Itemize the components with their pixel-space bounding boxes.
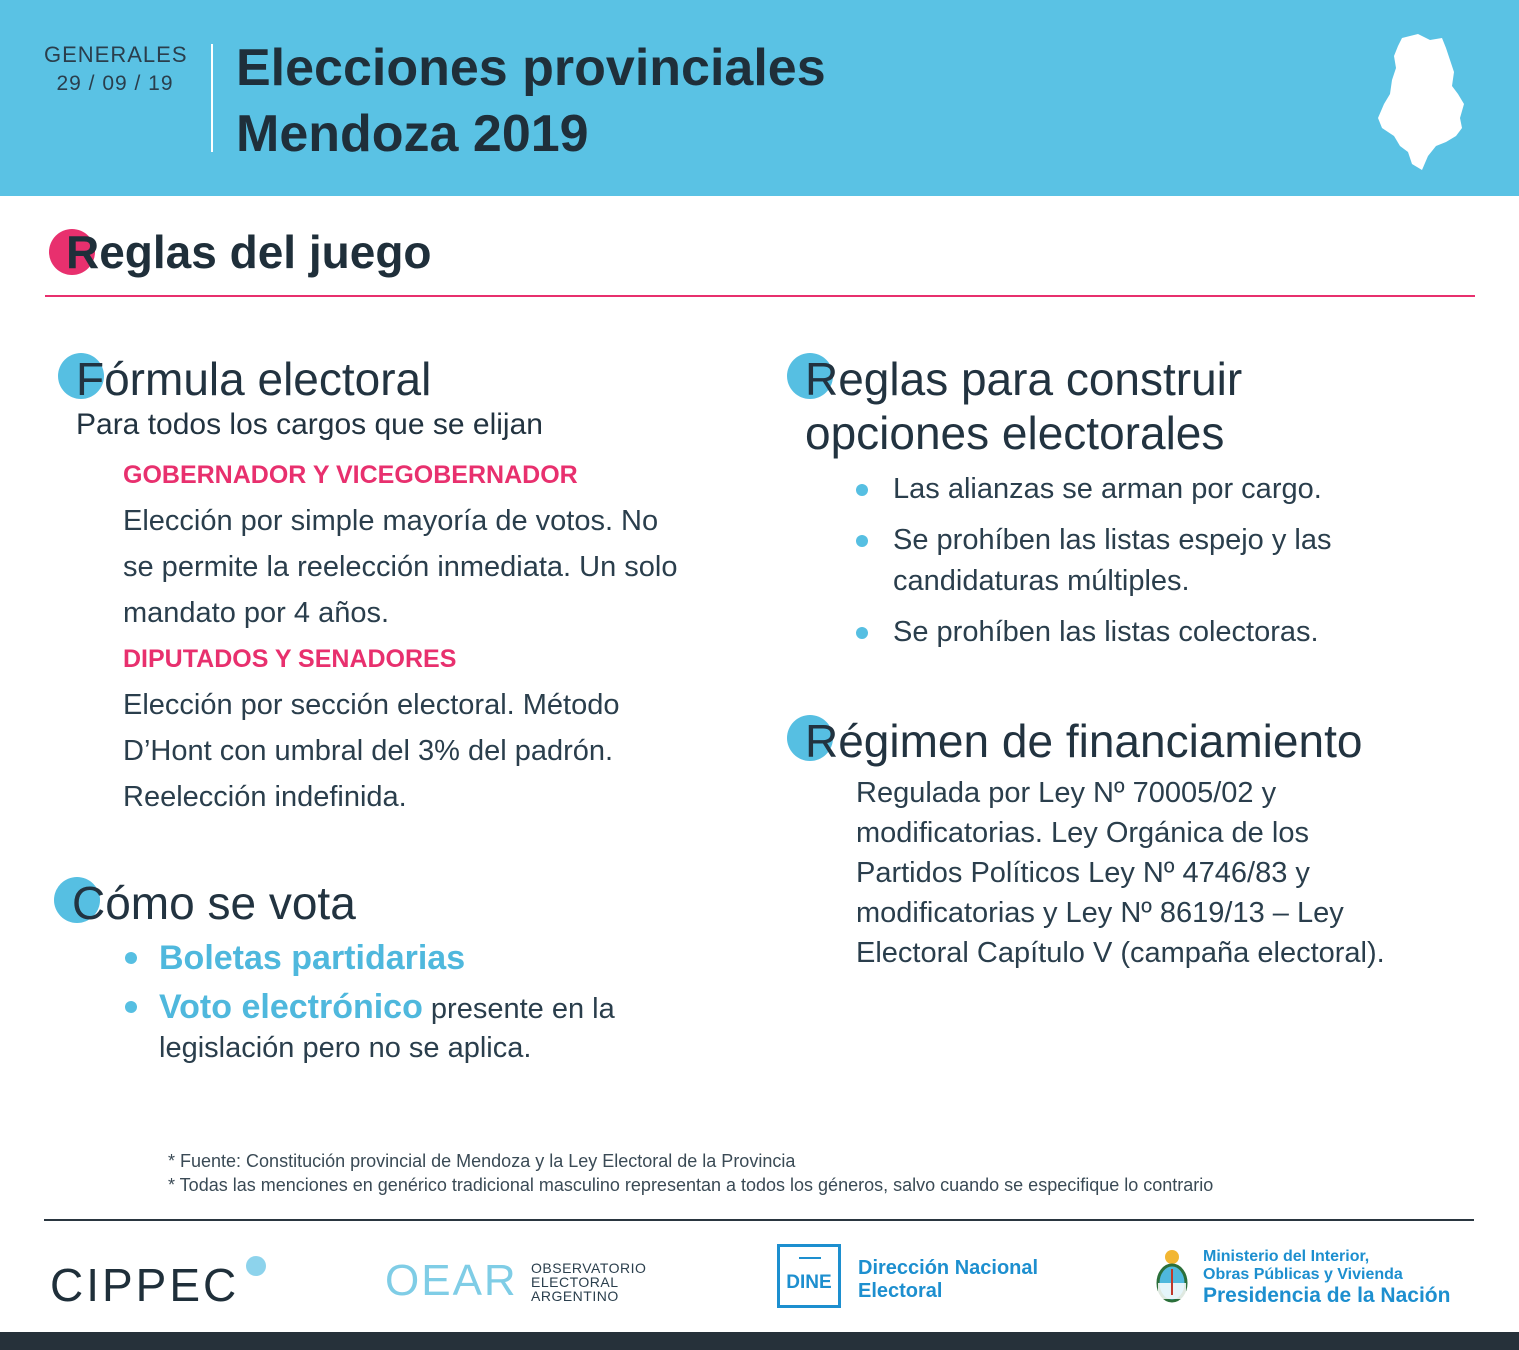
bullet-icon — [856, 484, 868, 496]
dne-line-1: Dirección Nacional — [858, 1257, 1039, 1279]
ministry-line-1: Ministerio del Interior, — [1203, 1248, 1370, 1265]
gender-note: * Todas las menciones en genérico tradicional masculino representan a todos los géneros, salvo cuando se especifique lo contrario — [168, 1175, 1214, 1195]
financing-line: modificatorias. Ley Orgánica de los — [856, 817, 1309, 849]
voting-item-2-line2: legislación pero no se aplica. — [159, 1032, 532, 1064]
formula-subheading: Para todos los cargos que se elijan — [76, 408, 543, 441]
rules-heading-line2: opciones electorales — [805, 407, 1225, 459]
oear-sub-1: OBSERVATORIO — [531, 1260, 647, 1276]
rules-bullet-2-line1: Se prohíben las listas espejo y las — [893, 524, 1332, 556]
dine-logo-text: DINE — [786, 1272, 832, 1293]
deputies-line-3: Reelección indefinida. — [123, 781, 407, 813]
deputies-line-1: Elección por sección electoral. Método — [123, 689, 620, 721]
governor-label: GOBERNADOR Y VICEGOBERNADOR — [123, 461, 578, 489]
bullet-icon — [125, 1001, 137, 1013]
rules-bullet-3: Se prohíben las listas colectoras. — [893, 616, 1319, 648]
governor-line-1: Elección por simple mayoría de votos. No — [123, 505, 659, 537]
financing-line: Regulada por Ley Nº 70005/02 y — [856, 777, 1277, 809]
bullet-icon — [125, 952, 137, 964]
oear-sub-3: ARGENTINO — [531, 1288, 619, 1304]
cippec-mark-icon — [246, 1256, 266, 1276]
financing-line: Electoral Capítulo V (campaña electoral). — [856, 937, 1385, 969]
cippec-logo: CIPPEC — [50, 1259, 240, 1311]
ministry-line-2: Obras Públicas y Vivienda — [1203, 1266, 1403, 1283]
page-title-line2: Mendoza 2019 — [236, 105, 589, 163]
page-title-line1: Elecciones provinciales — [236, 39, 826, 97]
rules-bullet-1: Las alianzas se arman por cargo. — [893, 473, 1322, 505]
rules-bullet-2-line2: candidaturas múltiples. — [893, 565, 1190, 597]
rules-heading-line1: Reglas para construir — [805, 353, 1243, 405]
dne-line-2: Electoral — [858, 1280, 943, 1302]
voting-item-2 — [159, 986, 615, 1030]
financing-heading: Régimen de financiamiento — [805, 715, 1363, 767]
formula-heading: Fórmula electoral — [76, 353, 432, 405]
voting-item-2-rest: presente en la — [422, 993, 615, 1025]
bullet-icon — [856, 535, 868, 547]
governor-line-2: se permite la reelección inmediata. Un solo — [123, 551, 678, 583]
oear-sub-2: ELECTORAL — [531, 1274, 619, 1290]
national-seal-icon — [1154, 1247, 1190, 1307]
footer-divider — [44, 1219, 1474, 1221]
financing-line: Partidos Políticos Ley Nº 4746/83 y — [856, 857, 1310, 889]
header-banner — [0, 0, 1519, 196]
bullet-icon — [856, 627, 868, 639]
financing-line: modificatorias y Ley Nº 8619/13 – Ley — [856, 897, 1344, 929]
oear-logo: OEAR — [385, 1256, 518, 1305]
deputies-label: DIPUTADOS Y SENADORES — [123, 645, 457, 673]
voting-heading: Cómo se vota — [72, 877, 356, 929]
deputies-line-2: D’Hont con umbral del 3% del padrón. — [123, 735, 614, 767]
election-date: 29 / 09 / 19 — [56, 72, 174, 95]
section-title: Reglas del juego — [66, 226, 432, 278]
governor-line-3: mandato por 4 años. — [123, 597, 390, 629]
election-type-label: GENERALES — [44, 42, 188, 67]
title-divider — [45, 295, 1475, 297]
header-divider — [211, 44, 213, 152]
voting-item-1-text: Boletas partidarias — [159, 939, 466, 977]
dine-logo-line — [799, 1257, 821, 1259]
mendoza-map-icon — [1372, 32, 1468, 172]
bottom-bar — [0, 1332, 1519, 1350]
voting-item-1 — [159, 937, 465, 979]
voting-item-2-bold: Voto electrónico — [159, 988, 423, 1026]
financing-text — [856, 773, 1385, 973]
source-note: * Fuente: Constitución provincial de Mendoza y la Ley Electoral de la Provincia — [168, 1151, 796, 1171]
presidency-label: Presidencia de la Nación — [1203, 1284, 1451, 1307]
